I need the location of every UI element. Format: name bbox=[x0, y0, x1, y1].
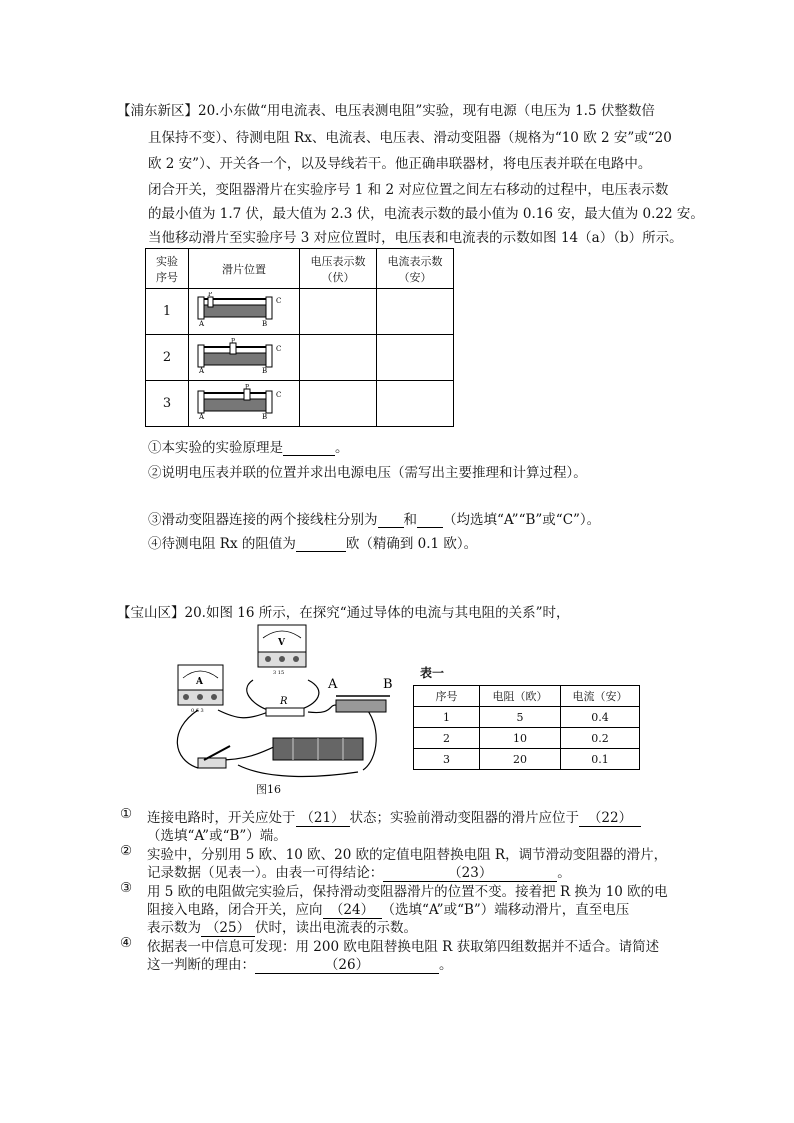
voltmeter-terminal bbox=[279, 656, 285, 662]
circuit-figure bbox=[158, 620, 403, 780]
table-title: 表一 bbox=[420, 666, 445, 680]
switch-base bbox=[198, 758, 226, 768]
terminal-b-label: B bbox=[383, 677, 393, 692]
right-bracket bbox=[266, 345, 272, 367]
label-p: P bbox=[208, 292, 213, 298]
answer-blank[interactable] bbox=[283, 441, 335, 456]
ammeter-terminal bbox=[197, 694, 203, 700]
section1-header: 【浦东新区】 bbox=[117, 103, 198, 119]
row-number: 3 bbox=[146, 381, 189, 427]
resistor-r bbox=[266, 708, 304, 716]
label-a: A bbox=[199, 320, 205, 328]
answer-blank-25[interactable]: （25） bbox=[201, 916, 255, 937]
label-b: B bbox=[262, 367, 268, 374]
wire bbox=[308, 705, 336, 713]
wire bbox=[363, 705, 376, 770]
experiment-table bbox=[145, 248, 454, 427]
table-header-cell: 实验 序号 bbox=[146, 249, 189, 289]
ammeter-scale-label: 0.6 3 bbox=[191, 708, 204, 714]
section1-intro-line: 欧 2 安”）、开关各一个，以及导线若干。他正确串联器材，将电压表并联在电路中。 bbox=[148, 156, 652, 172]
question-26: 这一判断的理由： （26） 。 bbox=[147, 953, 453, 974]
label-a: A bbox=[199, 367, 205, 374]
section1-intro-line: 20.小东做“用电流表、电压表测电阻”实验，现有电源（电压为 1.5 伏整数倍 bbox=[198, 103, 655, 119]
section2-header: 【宝山区】 bbox=[117, 605, 185, 621]
question-3: ③滑动变阻器连接的两个接线柱分别为 和 （均选填“A”“B”或“C”）。 bbox=[148, 512, 601, 528]
q-num: ③ bbox=[120, 880, 133, 896]
question-25: 表示数为 （25） 伏时，读出电流表的示数。 bbox=[147, 916, 417, 937]
data-table bbox=[413, 685, 640, 770]
label-c: C bbox=[276, 391, 282, 399]
voltmeter-terminal bbox=[293, 656, 299, 662]
question-2: ②说明电压表并联的位置并求出电源电压（需写出主要推理和计算过程）。 bbox=[148, 465, 587, 481]
ammeter-terminal bbox=[211, 694, 217, 700]
section2-intro: 【宝山区】20.如图 16 所示，在探究“通过导体的电流与其电阻的关系”时， bbox=[117, 605, 570, 621]
question-23: 记录数据（见表一）。由表一可得结论： （23） 。 bbox=[147, 861, 571, 882]
resistor-label: R bbox=[280, 696, 288, 707]
voltmeter-terminal bbox=[265, 656, 271, 662]
table-header-cell: 序号 bbox=[414, 686, 480, 707]
table-row: 1 5 0.4 bbox=[414, 707, 640, 728]
left-bracket bbox=[198, 391, 204, 413]
answer-blank[interactable] bbox=[378, 513, 404, 528]
wire bbox=[238, 765, 358, 776]
resistance-coil bbox=[204, 399, 266, 411]
table-header-cell: 滑片位置 bbox=[189, 249, 300, 289]
left-bracket bbox=[198, 345, 204, 367]
table-row bbox=[146, 289, 454, 335]
right-bracket bbox=[266, 391, 272, 413]
figure-caption: 图16 bbox=[256, 783, 281, 796]
question-1: ①本实验的实验原理是 。 bbox=[148, 440, 349, 456]
label-c: C bbox=[276, 297, 282, 305]
answer-blank[interactable] bbox=[417, 513, 443, 528]
question-21-22: 连接电路时，开关应处于 （21） 状态；实验前滑动变阻器的滑片应位于 （22） bbox=[147, 806, 641, 827]
voltmeter-label: V bbox=[278, 638, 285, 648]
answer-blank[interactable] bbox=[296, 537, 346, 552]
label-b: B bbox=[262, 413, 268, 420]
section1-intro-line: 的最小值为 1.7 伏，最大值为 2.3 伏，电流表示数的最小值为 0.16 安，最大值为 0.22 安。 bbox=[148, 206, 704, 222]
slider-p bbox=[208, 297, 213, 307]
resistance-coil bbox=[204, 353, 266, 365]
section1-intro-line: 且保持不变）、待测电阻 Rx、电流表、电压表、滑动变阻器（规格为“10 欧 2 安”或“20 bbox=[148, 130, 672, 146]
section1-line-1 bbox=[117, 101, 655, 121]
rheostat-diagram-2 bbox=[194, 338, 294, 374]
section1-intro-line: 闭合开关，变阻器滑片在实验序号 1 和 2 对应位置之间左右移动的过程中，电压表示数 bbox=[148, 182, 669, 198]
table-row bbox=[146, 381, 454, 427]
terminal-a-label: A bbox=[328, 677, 338, 692]
question-4: ④待测电阻 Rx 的阻值为 欧（精确到 0.1 欧）。 bbox=[148, 536, 478, 552]
wire bbox=[177, 710, 198, 768]
label-p: P bbox=[245, 384, 250, 391]
rheostat-diagram-3 bbox=[194, 384, 294, 420]
label-p: P bbox=[231, 338, 236, 345]
answer-blank-21[interactable]: （21） bbox=[296, 806, 350, 827]
table-header-cell: 电流（安） bbox=[561, 686, 640, 707]
label-a: A bbox=[199, 413, 205, 420]
table-header-cell: 电压表示数 （伏） bbox=[300, 249, 377, 289]
ammeter-terminal bbox=[183, 694, 189, 700]
section1-intro-line: 当他移动滑片至实验序号 3 对应位置时，电压表和电流表的示数如图 14（a）（b）所示。 bbox=[148, 230, 683, 246]
label-b: B bbox=[262, 320, 268, 328]
wire bbox=[247, 680, 268, 710]
answer-blank-22[interactable]: （22） bbox=[579, 806, 641, 827]
slider-diagram-cell bbox=[189, 289, 300, 335]
wire bbox=[218, 710, 268, 718]
table-row bbox=[146, 335, 454, 381]
answer-blank-24[interactable]: （24） bbox=[323, 898, 382, 919]
right-bracket bbox=[266, 297, 272, 319]
answer-blank-23[interactable]: （23） bbox=[383, 861, 557, 882]
row-number: 2 bbox=[146, 335, 189, 381]
table-header-cell: 电阻（欧） bbox=[480, 686, 561, 707]
question-24: 阻接入电路，闭合开关，应向 （24） （选填“A”或“B”）端移动滑片，直至电压 bbox=[147, 898, 629, 919]
row-number: 1 bbox=[146, 289, 189, 335]
q-num: ① bbox=[120, 806, 133, 822]
wire bbox=[298, 680, 319, 710]
rheostat-diagram-1 bbox=[194, 292, 294, 328]
slider-diagram-cell bbox=[189, 381, 300, 427]
table-row: 2 10 0.2 bbox=[414, 728, 640, 749]
answer-blank-26[interactable]: （26） bbox=[255, 953, 439, 974]
q-num: ② bbox=[120, 843, 133, 859]
q-num: ④ bbox=[120, 935, 133, 951]
label-c: C bbox=[276, 345, 282, 353]
table-row: 3 20 0.1 bbox=[414, 749, 640, 770]
rheostat-coil bbox=[336, 700, 386, 712]
slider-diagram-cell bbox=[189, 335, 300, 381]
voltmeter-scale-label: 3 15 bbox=[273, 670, 285, 676]
table-header-cell: 电流表示数 （安） bbox=[377, 249, 454, 289]
left-bracket bbox=[198, 297, 204, 319]
ammeter-label: A bbox=[196, 677, 203, 687]
